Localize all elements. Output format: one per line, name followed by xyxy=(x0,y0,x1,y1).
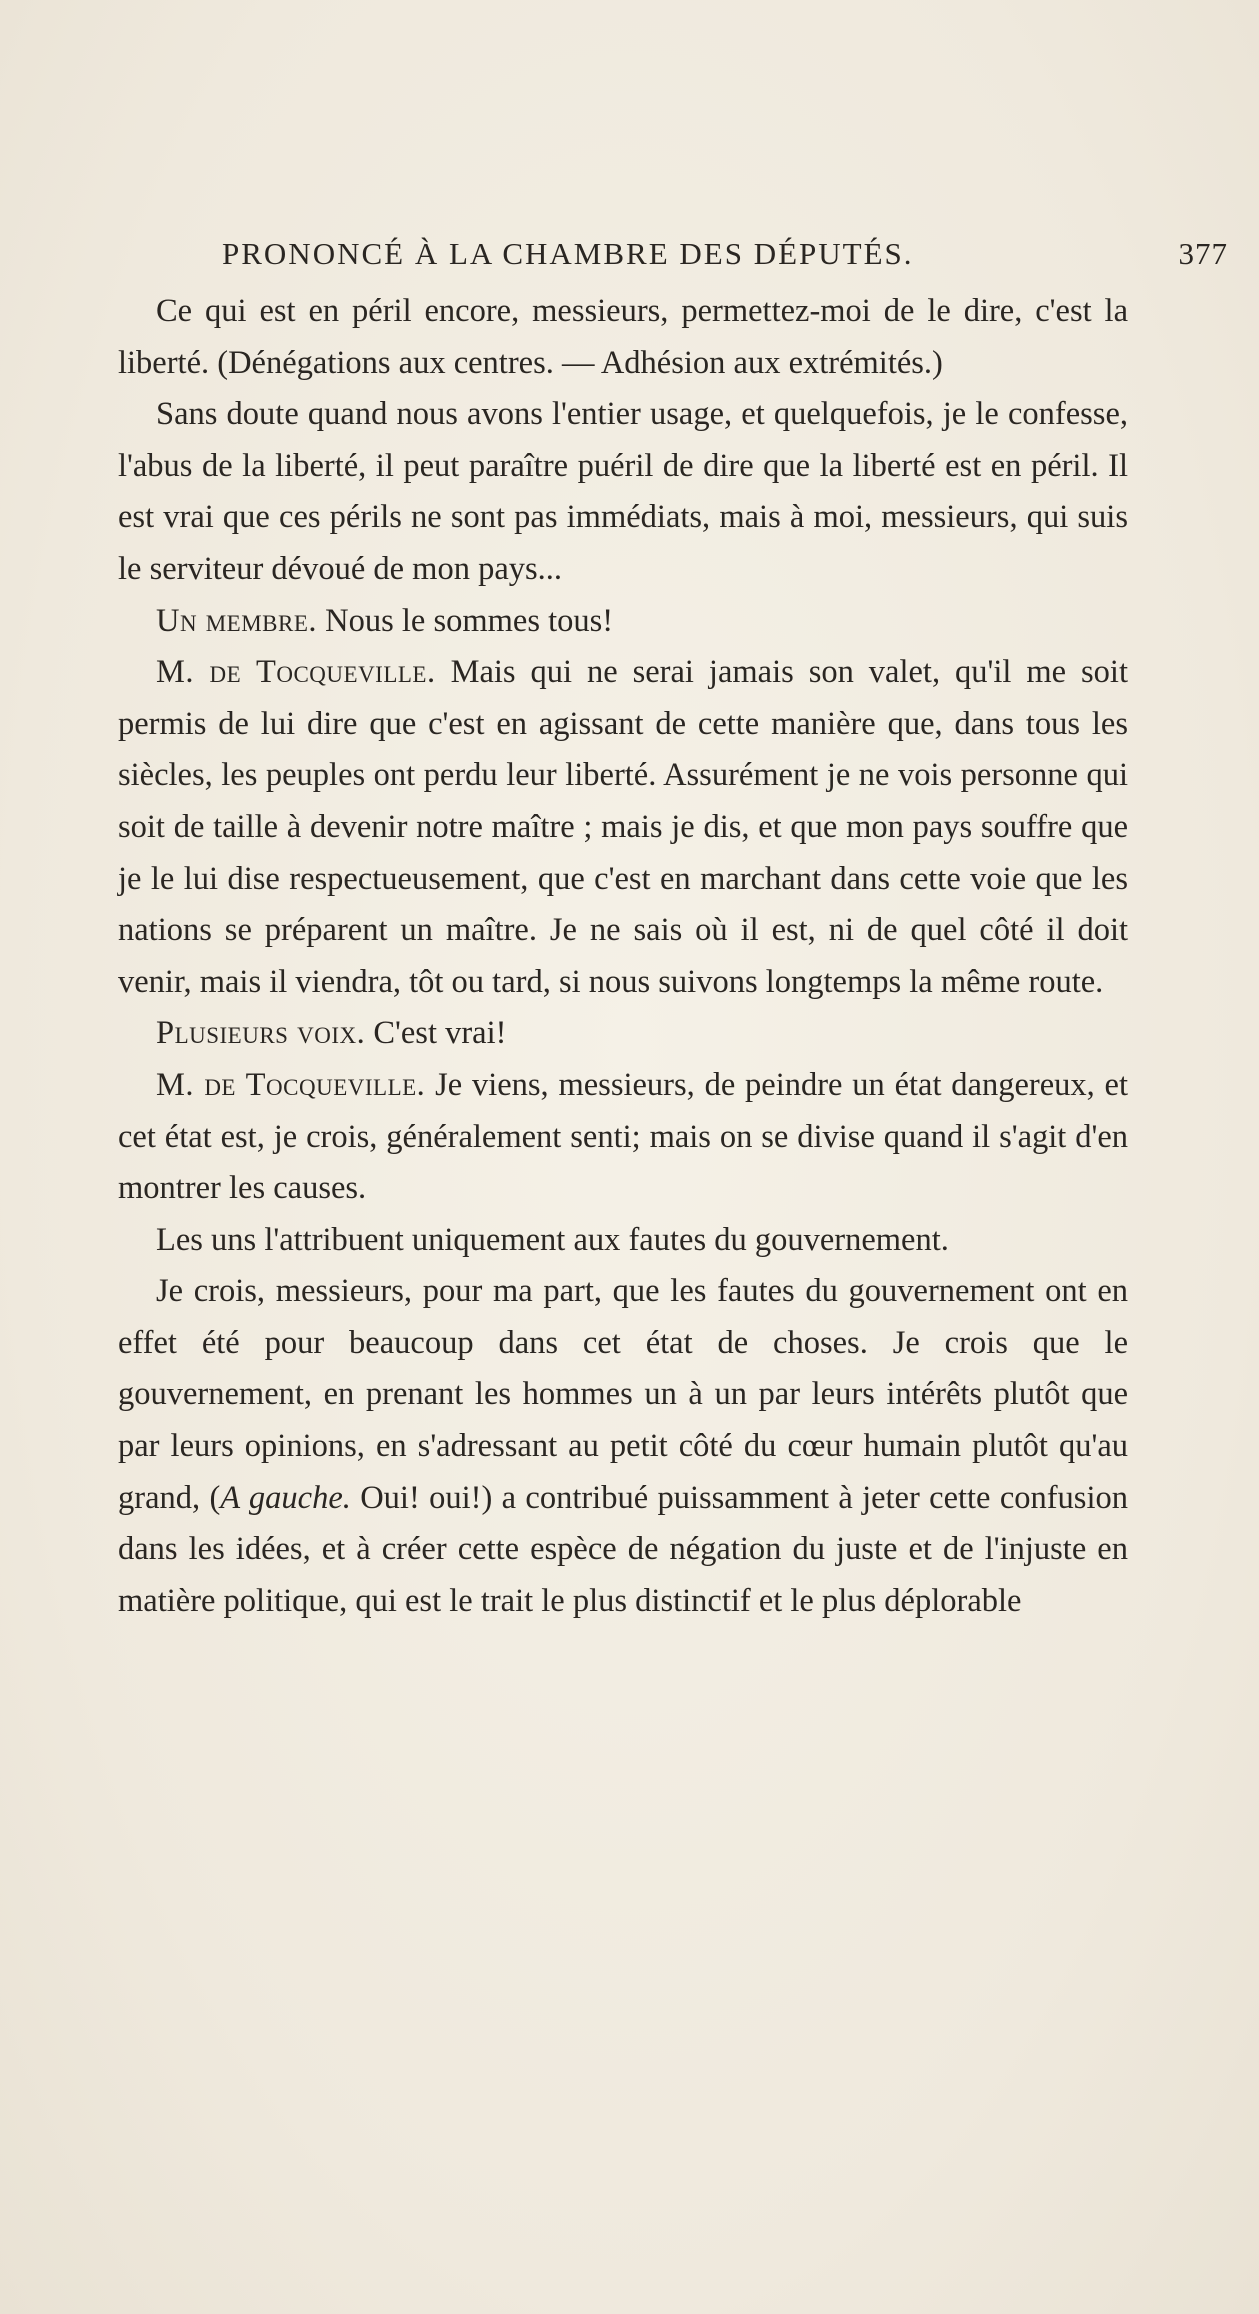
speaker-name: Un membre. xyxy=(156,602,318,639)
body-text xyxy=(118,286,1128,1627)
paragraph-4 xyxy=(118,647,1128,1008)
paragraph-5 xyxy=(118,1008,1128,1060)
paragraph-text: Les uns l'attribuent uniquement aux fautes du gouvernement. xyxy=(156,1221,949,1258)
speaker-name: M. de Tocqueville. xyxy=(156,1066,426,1103)
paragraph-2 xyxy=(118,389,1128,595)
running-title: PRONONCÉ À LA CHAMBRE DES DÉPUTÉS. xyxy=(222,236,914,271)
running-header xyxy=(222,232,1228,276)
paragraph-text: Sans doute quand nous avons l'entier usage, et quelquefois, je le confesse, l'abus de la liberté, il peut paraître puéril de dire que la liberté est en péril. Il est vrai que ces périls ne sont pas immédiats, mais à moi, messieurs, qui suis le serviteur dévoué de mon pays... xyxy=(118,396,1128,587)
paragraph-3 xyxy=(118,596,1128,648)
paragraph-6 xyxy=(118,1060,1128,1215)
paragraph-text: Ce qui est en péril encore, messieurs, permettez-moi de le dire, c'est la liberté. (Dénégations aux centres. — Adhésion aux extrémités.) xyxy=(118,293,1128,381)
speaker-name: Plusieurs voix. xyxy=(156,1015,366,1052)
paragraph-text: Je crois, messieurs, pour ma part, que les fautes du gouvernement ont en effet été pour beaucoup dans cet état de choses. Je crois que le gouvernement, en prenant les hommes un à un par leurs intérêts plutôt que par leurs opinions, en s'adressant au petit côté du cœur humain plutôt qu'au grand, ( xyxy=(118,1273,1128,1516)
paragraph-text: Mais qui ne serai jamais son valet, qu'il me soit permis de lui dire que c'est en agissant de cette manière que, dans tous les siècles, les peuples ont perdu leur liberté. Assurément je ne vois personne qui soit de taille à devenir notre maître ; mais je dis, et que mon pays souffre que je le lui dise respectueusement, que c'est en marchant dans cette voie que les nations se préparent un maître. Je ne sais où il est, ni de quel côté il doit venir, mais il viendra, tôt ou tard, si nous suivons longtemps la même route. xyxy=(118,654,1128,1000)
speaker-name: M. de Tocqueville. xyxy=(156,654,436,691)
paragraph-text: C'est vrai! xyxy=(373,1015,507,1052)
stage-direction: A gauche. xyxy=(220,1479,351,1516)
paragraph-text: Je viens, messieurs, de peindre un état dangereux, et cet état est, je crois, généralement senti; mais on se divise quand il s'agit d'en montrer les causes. xyxy=(118,1066,1128,1207)
paragraph-7 xyxy=(118,1215,1128,1267)
page-number: 377 xyxy=(1178,236,1228,271)
paragraph-1 xyxy=(118,286,1128,389)
paragraph-text: Nous le sommes tous! xyxy=(325,602,614,639)
paragraph-text: Oui! oui!) a contribué puissamment à jeter cette confusion dans les idées, et à créer cette espèce de négation du juste et de l'injuste en matière politique, qui est le trait le plus distinctif et le plus déplorable xyxy=(118,1479,1128,1619)
paragraph-8 xyxy=(118,1266,1128,1627)
